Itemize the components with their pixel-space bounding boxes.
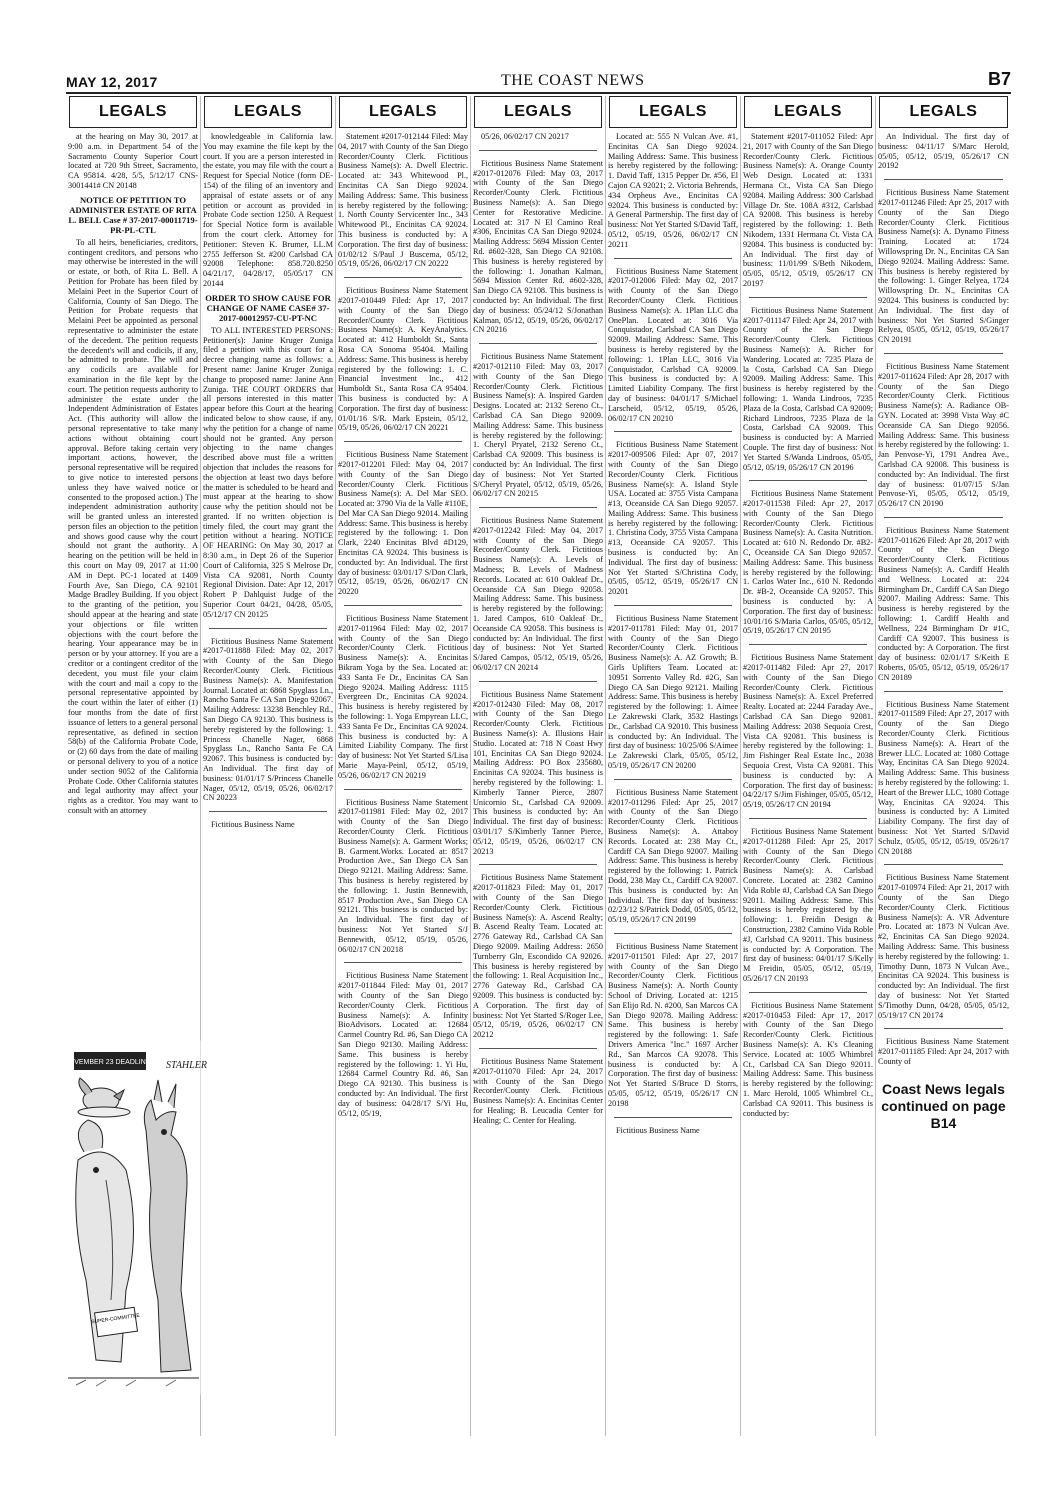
legal-notice-text: Fictitious Business Name Statement #2017-011185 Filed: Apr 24, 2017 with County of (878, 1037, 1009, 1066)
notice-separator (884, 1028, 1003, 1029)
legal-notice-text: knowledgeable in California law. You may examine the file kept by the court. If you are a person interested in the estate, you may file with the court a Request for Special Notice (form DE-154) of the filing of an inventory and appraisal of estate assets or of any petition or account as provided in Probate Code section 1250. A Request for Special Notice form is available from the court clerk. Attorney for Petitioner: Steven K. Brumer, LL.M 2755 Jefferson St. #200 Carlsbad CA 92008 Telephone: 858.720.8250 04/21/17, 04/28/17, 05/05/17 CN 20144 (203, 132, 333, 288)
legal-notice-text: Fictitious Business Name Statement #2017-011147 Filed: Apr 24, 2017 with County of the San Diego Recorder/County Clerk. Fictitious Business Name(s): A. Richer for Wandering. Located at: 7235 Plaza de la Costa, Carlsbad CA San Diego 92009. Mailing Address: Same. This business is hereby registered by the following: 1. Wanda Lindroos, 7235 Plaza de la Costa, Carlsbad CA 92009; Richard Lindroos, 7235 Plaza de la Costa, Carlsbad CA 92009. This business is conducted by: A Married Couple. The first day of business: Not Yet Started S/Wanda Lindroos, 05/05, 05/12, 05/19, 05/26/17 CN 20196 (743, 305, 873, 472)
legal-notice-text: Fictitious Business Name Statement #2017-011626 Filed: Apr 28, 2017 with County of the San Diego Recorder/County Clerk. Fictitious Business Name(s): A. Cardiff Health and Wellness. Located at: 224 Birmingham Dr., Cardiff CA San Diego 92007. Mailing Address: Same. This business is hereby registered by the following: 1. Cardiff Health and Wellness, 224 Birmingham Dr #1C, Cardiff CA 92007. This business is conducted by: A Corporation. The first day of business: 02/01/17 S/Keith E Roberts, 05/05, 05/12, 05/19, 05/26/17 CN 20189 (878, 525, 1009, 682)
legal-notice-text: Statement #2017-011052 Filed: Apr 21, 2017 with County of the San Diego Recorder/County Clerk. Fictitious Business Name(s): A. Orange County Web Design. Located at: 1331 Hermana Ct., Vista CA San Diego 92084. Mailing Address: 300 Carlsbad Village Dr. Ste. 108A #312, Carlsbad CA 92008. This business is hereby registered by the following: 1. Beth Nikodem, 1331 Hermana Ct. Vista CA 92084. This business is conducted by: An Individual. The first day of business: 11/01/99 S/Beth Nikodem, 05/05, 05/12, 05/19, 05/26/17 CN 20197 (743, 132, 873, 288)
legal-notice-text: Fictitious Business Name Statement #2017-011070 Filed: Apr 24, 2017 with County of the San Diego Recorder/County Clerk. Fictitious Business Name(s): A. Encinitas Center for Healing; B. Leucadia Center for Healing; C. Center for Healing. (473, 1056, 603, 1125)
legals-column-3 (336, 96, 471, 1436)
notice-separator (749, 297, 867, 298)
legal-notice-text: Fictitious Business Name Statement #2017-011501 Filed: Apr 27, 2017 with County of the San Diego Recorder/County Clerk. Fictitious Business Name(s): A. North County School of Driving. Located at: 1215 San Elijo Rd. N. #200, San Marcos CA San Diego 92078. Mailing Address: Same. This business is hereby registered by the following: 1. Safe Drivers America "Inc." 1697 Archer Rd., San Marcos CA 92078. This business is conducted by: A Corporation. The first day of business: Not Yet Started S/Bruce D Storrs, 05/05, 05/12, 05/19, 05/26/17 CN 20198 (608, 941, 738, 1108)
legal-notice-text: Fictitious Business Name (616, 1125, 700, 1135)
legal-notice-text: Statement #2017-012144 Filed: May 04, 2017 with County of the San Diego Recorder/County Clerk. Fictitious Business Name(s): A. Dwell Electric. Located at: 343 Whitewood Pl., Encinitas CA San Diego 92024. Mailing Address: Same. This business is hereby registered by the following: 1. North County Servicenter Inc., 343 Whitewood Pl., Encinitas CA 92024. This business is conducted by: A Corporation. The first day of business: 01/02/12 S/Paul J Buscema, 05/12, 05/19, 05/26, 06/02/17 CN 20222 (338, 132, 468, 269)
legal-notice-text: Fictitious Business Name Statement #2017-011246 Filed: Apr 25, 2017 with County of the San Diego Recorder/County Clerk. Fictitious Business Name(s): A. Dynamo Fitness Training. Located at: 1724 Willowspring Dr. N., Encinitas CA San Diego 92024. Mailing Address: Same. This business is hereby registered by the following: 1. Ginger Relyea, 1724 Willowspring Dr. N., Encinitas CA 92024. This business is conducted by: An Individual. The first day of business: Not Yet Started S/Ginger Relyea, 05/05, 05/12, 05/19, 05/26/17 CN 20191 (878, 188, 1009, 345)
legal-notice-text: Fictitious Business Name Statement #2017-012201 Filed: May 04, 2017 with County of the San Diego Recorder/County Clerk. Fictitious Business Name(s): A. Del Mar SEO. Located at: 3790 Via de la Valle #110E, Del Mar CA San Diego 92014. Mailing Address: Same. This business is hereby registered by the following: 1. Don Clark, 2240 Encinitas Blvd #D129, Encinitas CA 92024. This business is conducted by: An Individual. The first day of business: 03/01/17 S/Don Clark, 05/12, 05/19, 05/26, 06/02/17 CN 20220 (338, 450, 468, 597)
editorial-cartoon (63, 1040, 207, 1395)
notice-separator (479, 1048, 597, 1049)
notice-separator (344, 441, 462, 442)
notice-separator (614, 933, 732, 934)
legal-notice-text: Fictitious Business Name Statement #2017-010974 Filed: Apr 21, 2017 with County of the San Diego Recorder/County Clerk. Fictitious Business Name(s): A. VR Adventure Pro. Located at: 1873 N Vulcan Ave. #2, Encinitas CA San Diego 92024. Mailing Address: Same. This business is hereby registered by the following: 1. Timothy Dunn, 1873 N Vulcan Ave., Encinitas CA 92024. This business is conducted by: An Individual. The first day of business: Not Yet Started S/Timothy Dunn, 04/28, 05/05, 05/12, 05/19/17 CN 20174 (878, 873, 1009, 1020)
legal-notice-text: Fictitious Business Name Statement #2017-012242 Filed: May 04, 2017 with County of the San Diego Recorder/County Clerk. Fictitious Business Name(s): A. Levels of Madness; B. Levels of Madness Records. Located at: 610 Oakleaf Dr., Oceanside CA San Diego 92058. Mailing Address: Same. This business is hereby registered by the following: 1. Jared Campos, 610 Oakleaf Dr., Oceanside CA 92058. This business is conducted by: An Individual. The first day of business: Not Yet Started S/Jared Campos, 05/12, 05/19, 05/26, 06/02/17 CN 20214 (473, 516, 603, 673)
cartoon-sign-text: SUPER-COMMITTEE (90, 1312, 141, 1326)
notice-separator (884, 864, 1003, 865)
legal-notice-text: at the hearing on May 30, 2017 at 9:00 a.m. in Department 54 of the Sacramento County Superior Court located at 720 9th Street, Sacramento, CA 95814. 4/28, 5/5, 5/12/17 CNS-3001441# CN 20148 (68, 132, 198, 190)
legal-notice-text: TO ALL INTERESTED PERSONS: Petitioner(s): Janine Kruger Zuniga filed a petition with this court for a decree changing name as follows: a. Present name: Janine Kruger Zuniga change to proposed name: Janine Ann Zuniga. THE COURT ORDERS that all persons interested in this matter appear before this Court at the hearing indicated below to show cause, if any, why the petition for a change of name should not be granted. Any person objecting to the name changes described above must file a written objection that includes the reasons for the objection at least two days before the matter is scheduled to be heard and must appear at the hearing to show cause why the petition should not be granted. If no written objection is timely filed, the court may grant the petition without a hearing. NOTICE OF HEARING: On May 30, 2017 at 8:30 a.m., in Dept 26 of the Superior Court of California, 325 S Melrose Dr, Vista CA 92081, North County Regional Division. Date: Apr 12, 2017 Robert P Dahlquist Judge of the Superior Court 04/21, 04/28, 05/05, 05/12/17 CN 20125 (203, 325, 333, 619)
notice-separator (479, 681, 597, 682)
legal-notice-text: Fictitious Business Name Statement #2017-011964 Filed: May 02, 2017 with County of the San Diego Recorder/County Clerk. Fictitious Business Name(s): A. Encinitas Bikram Yoga by the Sea. Located at: 433 Santa Fe Dr., Encinitas CA San Diego 92024. Mailing Address: 1115 Evergreen Dr., Encinitas CA 92024. This business is hereby registered by the following: 1. Yoga Empyrean LLC, 433 Santa Fe Dr., Encinitas CA 92024. This business is conducted by: A Limited Liability Company. The first day of business: Not Yet Started S/Lisa Marie Maya-Peinl, 05/12, 05/19, 05/26, 06/02/17 CN 20219 (338, 614, 468, 780)
notice-separator (479, 343, 597, 344)
notice-separator (614, 431, 732, 432)
column-text (203, 132, 333, 830)
notice-separator (479, 507, 597, 508)
legal-notice-text: An Individual. The first day of business: 04/11/17 S/Marc Herold, 05/05, 05/12, 05/19, 05/26/17 CN 20192 (878, 132, 1009, 171)
legals-heading: LEGALS (609, 96, 737, 128)
column-text (878, 132, 1009, 1132)
legals-heading: LEGALS (744, 96, 872, 128)
column-text (608, 132, 738, 1135)
legal-notice-text: Fictitious Business Name Statement #2017-011781 Filed: May 01, 2017 with County of the San Diego Recorder/County Clerk. Fictitious Business Name(s): A. AZ Growth; B. Girls Uplifters Team. Located at: 10951 Sorrento Valley Rd. #2G, San Diego CA San Diego 92121. Mailing Address: Same. This business is hereby registered by the following: 1. Aimee Le Zakrewski Clark, 3532 Hastings Dr., Carlsbad CA 92010. This business is conducted by: An Individual. The first day of business: 10/25/06 S/Aimee Le Zakrewski Clark, 05/05, 05/12, 05/19, 05/26/17 CN 20200 (608, 614, 738, 771)
legal-notice-text: Fictitious Business Name Statement #2017-011823 Filed: May 01, 2017 with County of the San Diego Recorder/County Clerk. Fictitious Business Name(s): A. Ascend Realty; B. Ascend Realty Team. Located at: 2776 Gateway Rd., Carlsbad CA San Diego 92009. Mailing Address: 2650 Turnberry Gln, Escondido CA 92026. This business is hereby registered by the following: 1. Real Acquisition Inc., 2776 Gateway Rd., Carlsbad CA 92009. This business is conducted by: A Corporation. The first day of business: Not Yet Started S/Roger Lee, 05/12, 05/19, 05/26, 06/02/17 CN 20212 (473, 873, 603, 1040)
legal-notice-text: Fictitious Business Name Statement #2017-011981 Filed: May 02, 2017 with County of the San Diego Recorder/County Clerk. Fictitious Business Name(s): A. Garment Works; B. Garment.Works. Located at: 8517 Production Ave., San Diego CA San Diego 92121. Mailing Address: Same. This business is hereby registered by the following: 1. Justin Bennewith, 8517 Production Ave., San Diego CA 92121. This business is conducted by: An Individual. The first day of business: Not Yet Started S/J Bennewith, 05/12, 05/19, 05/26, 06/02/17 CN 20218 (338, 797, 468, 954)
legal-notice-text: Fictitious Business Name Statement #2017-011288 Filed: Apr 25, 2017 with County of the San Diego Recorder/County Clerk. Fictitious Business Name(s): A. Carlsbad Concrete. Located at: 2382 Camino Vida Roble #J, Carlsbad CA San Diego 92011. Mailing Address: Same. This business is hereby registered by the following: 1. Freidin Design & Construction, 2382 Camino Vida Roble #J, Carlsbad CA 92011. This business is conducted by: A Corporation. The first day of business: 04/01/17 S/Kelly M Freidin, 05/05, 05/12, 05/19, 05/26/17 CN 20193 (743, 827, 873, 983)
notice-separator (344, 277, 462, 278)
legal-notice-text: Fictitious Business Name Statement #2017-011888 Filed: May 02, 2017 with County of the San Diego Recorder/County Clerk. Fictitious Business Name(s): A. Manifestation Journal. Located at: 6868 Spyglass Ln., Rancho Santa Fe CA San Diego 92067. Mailing Address: 13238 Benchley Rd., San Diego CA 92130. This business is hereby registered by the following: 1. Princess Chanelle Nager, 6868 Spyglass Ln., Rancho Santa Fe CA 92067. This business is conducted by: An Individual. The first day of business: 01/01/17 S/Princess Chanelle Nager, 05/12, 05/19, 05/26, 06/02/17 CN 20223 (203, 636, 333, 803)
notice-separator (749, 644, 867, 645)
column-text (68, 132, 198, 1062)
notice-separator (614, 605, 732, 606)
notice-separator (884, 517, 1003, 518)
newspaper-title: THE COAST NEWS (500, 72, 645, 89)
legals-column-4 (471, 96, 606, 1436)
notice-separator (884, 179, 1003, 180)
legal-notice-text: Fictitious Business Name Statement #2017-011844 Filed: May 01, 2017 with County of the San Diego Recorder/County Clerk. Fictitious Business Name(s): A. Infinity BioAdvisors. Located at: 12684 Carmel Country Rd. #6, San Diego CA San Diego 92130. Mailing Address: Same. This business is hereby registered by the following: 1. Yi Hu, 12684 Carmel Country Rd. #6, San Diego CA 92130. This business is conducted by: An Individual. The first day of business: 04/28/17 S/Yi Hu, 05/12, 05/19, (338, 971, 468, 1118)
notice-separator (479, 150, 597, 151)
legals-heading: LEGALS (474, 96, 602, 128)
cartoon-banner: NOVEMBER 23 DEADLINE... (63, 1059, 157, 1066)
notice-separator (614, 779, 732, 780)
legal-notice-text: Fictitious Business Name (211, 820, 295, 830)
notice-separator (344, 789, 462, 790)
cartoon-drawing (63, 1040, 207, 1395)
notice-separator (749, 818, 867, 819)
notice-title: NOTICE OF PETITION TO ADMINISTER ESTATE OF RITA L. BELL Case # 37-2017-00011719-PR-PL-CTL (68, 194, 198, 235)
notice-separator (209, 628, 327, 629)
legal-notice-text: Fictitious Business Name Statement #2017-011538 Filed: Apr 27, 2017 with County of the San Diego Recorder/County Clerk. Fictitious Business Name(s): A. Casita Nutrition. Located at: 610 N. Redondo Dr. #B2-C, Oceanside CA San Diego 92057. Mailing Address: Same. This business is hereby registered by the following: 1. Carlos Water Inc., 610 N. Redondo Dr. #B-2, Oceanside CA 92057. This business is conducted by: A Corporation. The first day of business: 10/01/16 S/Maria Carlos, 05/05, 05/12, 05/19, 05/26/17 CN 20195 (743, 489, 873, 636)
legal-notice-text: Fictitious Business Name Statement #2017-009506 Filed: Apr 07, 2017 with County of the San Diego Recorder/County Clerk. Fictitious Business Name(s): A. Island Style USA. Located at: 3755 Vista Campana #13, Oceanside CA San Diego 92057. Mailing Address: Same. This business is hereby registered by the following: 1. Christina Cody, 3755 Vista Campana #13, Oceanside CA 92057. This business is conducted by: An Individual. The first day of business: Not Yet Started S/Christina Cody, 05/05, 05/12, 05/19, 05/26/17 CN 20201 (608, 440, 738, 597)
column-text (338, 132, 468, 1118)
notice-title: ORDER TO SHOW CAUSE FOR CHANGE OF NAME CASE# 37-2017-00012957-CU-PT-NC (205, 292, 331, 323)
notice-separator (614, 1117, 732, 1118)
legal-notice-text: Fictitious Business Name Statement #2017-011482 Filed: Apr 27, 2017 with County of the San Diego Recorder/County Clerk. Fictitious Business Name(s): A. Excel Preferred Realty. Located at: 2244 Faraday Ave., Carlsbad CA San Diego 92081. Mailing Address: 2038 Sequoia Crest, Vista CA 92081. This business is hereby registered by the following: 1. Jim Fishinger Real Estate Inc., 2038 Sequoia Crest, Vista CA 92081. This business is conducted by: A Corporation. The first day of business: 04/22/17 S/Jim Fishinger, 05/05, 05/12, 05/19, 05/26/17 CN 20194 (743, 653, 874, 810)
notice-separator (884, 691, 1003, 692)
legals-columns (63, 96, 1011, 1436)
legals-column-2 (201, 96, 336, 1436)
legal-notice-text: Fictitious Business Name Statement #2017-011296 Filed: Apr 25, 2017 with County of the San Diego Recorder/County Clerk. Fictitious Business Name(s): A. Attaboy Records. Located at: 238 May Ct., Cardiff CA San Diego 92007. Mailing Address: Same. This business is hereby registered by the following: 1. Patrick Dodd, 238 May Ct., Cardiff CA 92007. This business is conducted by: An Individual. The first day of business: 02/23/12 S/Patrick Dodd, 05/05, 05/12, 05/19, 05/26/17 CN 20199 (608, 787, 738, 925)
legals-heading: LEGALS (879, 96, 1008, 128)
legal-notice-text: To all heirs, beneficiaries, creditors, contingent creditors, and persons who may otherwise be interested in the will or estate, or both, of Rita L. Bell. A Petition for Probate has been filed by Melaini Peet in the Superior Court of California, County of San Diego. The Petition for Probate requests that Melaini Peet be appointed as personal representative to administer the estate of the decedent. The petition requests the decedent's will and codicils, if any, be admitted to probate. The will and any codicils are available for examination in the file kept by the court. The petition requests authority to administer the estate under the Independent Administration of Estates Act. (This authority will allow the personal representative to take many actions without obtaining court approval. Before taking certain very important actions, however, the personal representative will be required to give notice to interested persons unless they have waived notice or consented to the proposed action.) The independent administration authority will be granted unless an interested person files an objection to the petition and shows good cause why the court should not grant the authority. A hearing on the petition will be held in this court on May 09, 2017 at 11:00 AM in Dept. PC-1 located at 1409 Fourth Ave, San Diego, CA 92101 Madge Bradley Building. If you object to the granting of the petition, you should appear at the hearing and state your objections or file written objections with the court before the hearing. Your appearance may be in person or by your attorney. If you are a creditor or a contingent creditor of the decedent, you must file your claim with the court and mail a copy to the personal representative appointed by the court within the later of either (1) four months from the date of first issuance of letters to a general personal representative, as defined in section 58(b) of the California Probate Code, or (2) 60 days from the date of mailing or personal delivery to you of a notice under section 9052 of the California Probate Code. Other California statutes and legal authority may affect your rights as a creditor. You may want to consult with an attorney (68, 237, 198, 815)
legals-column-6 (741, 96, 876, 1436)
legal-notice-text: Fictitious Business Name Statement #2017-012006 Filed: May 02, 2017 with County of the San Diego Recorder/County Clerk. Fictitious Business Name(s): A. 1Plan LLC dba OnePlan. Located at: 3016 Via Conquistador, Carlsbad CA San Diego 92009. Mailing Address: Same. This business is hereby registered by the following: 1. 1Plan LLC, 3016 Via Conquistador, Carlsbad CA 92009. This business is conducted by: A Limited Liability Company. The first day of business: 04/01/17 S/Michael Larscheid, 05/12, 05/19, 05/26, 06/02/17 CN 20210 (608, 266, 738, 423)
notice-separator (749, 992, 867, 993)
legal-notice-text: 05/26, 06/02/17 CN 20217 (481, 132, 569, 141)
notice-separator (344, 962, 462, 963)
column-text (743, 132, 873, 1118)
continued-notice: Coast News legals continued on page B14 (881, 1080, 1006, 1131)
legal-notice-text: Fictitious Business Name Statement #2017-012110 Filed: May 03, 2017 with County of the San Diego Recorder/County Clerk. Fictitious Business Name(s): A. Inspired Garden Designs. Located at: 2132 Sereno Ct., Carlsbad CA San Diego 92009. Mailing Address: Same. This business is hereby registered by the following: 1. Cheryl Pryatel, 2132 Sereno Ct., Carlsbad CA 92009. This business is conducted by: An Individual. The first day of business: Not Yet Started S/Cheryl Pryatel, 05/12, 05/19, 05/26, 06/02/17 CN 20215 (473, 352, 603, 499)
issue-date: MAY 12, 2017 (66, 74, 158, 90)
notice-separator (884, 353, 1003, 354)
legal-notice-text: Fictitious Business Name Statement #2017-012430 Filed: May 08, 2017 with County of the San Diego Recorder/County Clerk. Fictitious Business Name(s): A. Illusions Hair Studio. Located at: 718 N Coast Hwy 101, Encinitas CA San Diego 92024. Mailing Address: PO Box 235680, Encinitas CA 92024. This business is hereby registered by the following: 1. Kimberly Tanner Pierce, 2807 Unicornio St., Carlsbad CA 92009. This business is conducted by: An Individual. The first day of business: 03/01/17 S/Kimberly Tanner Pierce, 05/12, 05/19, 05/26, 06/02/17 CN 20213 (473, 689, 603, 856)
legals-column-7 (876, 96, 1011, 1436)
column-text (473, 132, 603, 1126)
legal-notice-text: Fictitious Business Name Statement #2017-010453 Filed: Apr 17, 2017 with County of the San Diego Recorder/County Clerk. Fictitious Business Name(s): A. K's Cleaning Service. Located at: 1005 Whimbrel Ct., Carlsbad CA San Diego 92011. Mailing Address: Same. This business is hereby registered by the following: 1. Marc Herold, 1005 Whimbrel Ct., Carlsbad CA 92011. This business is conducted by: (743, 1000, 873, 1118)
legals-column-5 (606, 96, 741, 1436)
notice-separator (749, 480, 867, 481)
cartoon-signature: STAHLER (166, 1060, 207, 1071)
legal-notice-text: Fictitious Business Name Statement #2017-011624 Filed: Apr 28, 2017 with County of the San Diego Recorder/County Clerk. Fictitious Business Name(s): A. Radiance OB-GYN. Located at: 3998 Vista Way #C Oceanside CA San Diego 92056. Mailing Address: Same. This business is hereby registered by the following: 1. Jan Penvose-Yi, 1791 Andrea Ave., Carlsbad CA 92008. This business is conducted by: An Individual. The first day of business: 01/07/15 S/Jan Penvose-Yi, 05/05, 05/12, 05/19, 05/26/17 CN 20190 (878, 361, 1009, 509)
legal-notice-text: Fictitious Business Name Statement #2017-010449 Filed: Apr 17, 2017 with County of the San Diego Recorder/County Clerk. Fictitious Business Name(s): A. KeyAnalytics. Located at: 412 Humboldt St., Santa Rosa CA Sonoma 95404. Mailing Address: Same. This business is hereby registered by the following: 1. C. Financial Investment Inc., 412 Humboldt St., Santa Rosa CA 95404. This business is conducted by: A Corporation. The first day of business: 01/01/16 S/R. Mark Epstein, 05/12, 05/19, 05/26, 06/02/17 CN 20221 (338, 286, 468, 433)
legals-heading: LEGALS (339, 96, 467, 128)
legal-notice-text: Located at: 555 N Vulcan Ave. #1, Encinitas CA San Diego 92024. Mailing Address: Same. This business is hereby registered by the following: 1. David Taff, 1315 Pepper Dr. #56, El Cajon CA 92021; 2. Victoria Behrends, 434 Orpheus Ave., Encinitas CA 92024. This business is conducted by: A General Partnership. The first day of business: Not Yet Started S/David Taff, 05/12, 05/19, 05/26, 06/02/17 CN 20211 (608, 132, 738, 249)
notice-separator (479, 864, 597, 865)
notice-separator (614, 258, 732, 259)
notice-separator (344, 605, 462, 606)
notice-separator (209, 811, 327, 812)
page-number: B7 (987, 69, 1011, 89)
legal-notice-text: Fictitious Business Name Statement #2017-012076 Filed: May 03, 2017 with County of the San Diego Recorder/County Clerk. Fictitious Business Name(s): A. San Diego Center for Restorative Medicine. Located at: 317 N El Camino Real #306, Encinitas CA San Diego 92024. Mailing Address: 5694 Mission Center Rd. #602-328, San Diego CA 92108. This business is hereby registered by the following: 1. Jonathan Kalman, 5694 Mission Center Rd. #602-328, San Diego CA 92108. This business is conducted by: An Individual. The first day of business: 05/24/12 S/Jonathan Kalman, 05/12, 05/19, 05/26, 06/02/17 CN 20216 (473, 158, 603, 335)
legals-heading: LEGALS (204, 96, 332, 128)
header-rule (66, 92, 1011, 94)
legal-notice-text: Fictitious Business Name Statement #2017-011589 Filed: Apr 27, 2017 with County of the San Diego Recorder/County Clerk. Fictitious Business Name(s): A. Heart of the Brewer LLC. Located at: 1080 Cottage Way, Encinitas CA San Diego 92024. Mailing Address: Same. This business is hereby registered by the following: 1. Heart of the Brewer LLC, 1080 Cottage Way, Encinitas CA 92024. This business is conducted by: A Limited Liability Company. The first day of business: Not Yet Started S/David Schulz, 05/05, 05/12, 05/19, 05/26/17 CN 20188 (878, 699, 1009, 856)
page-header (66, 62, 1011, 90)
legals-heading: LEGALS (69, 96, 197, 128)
